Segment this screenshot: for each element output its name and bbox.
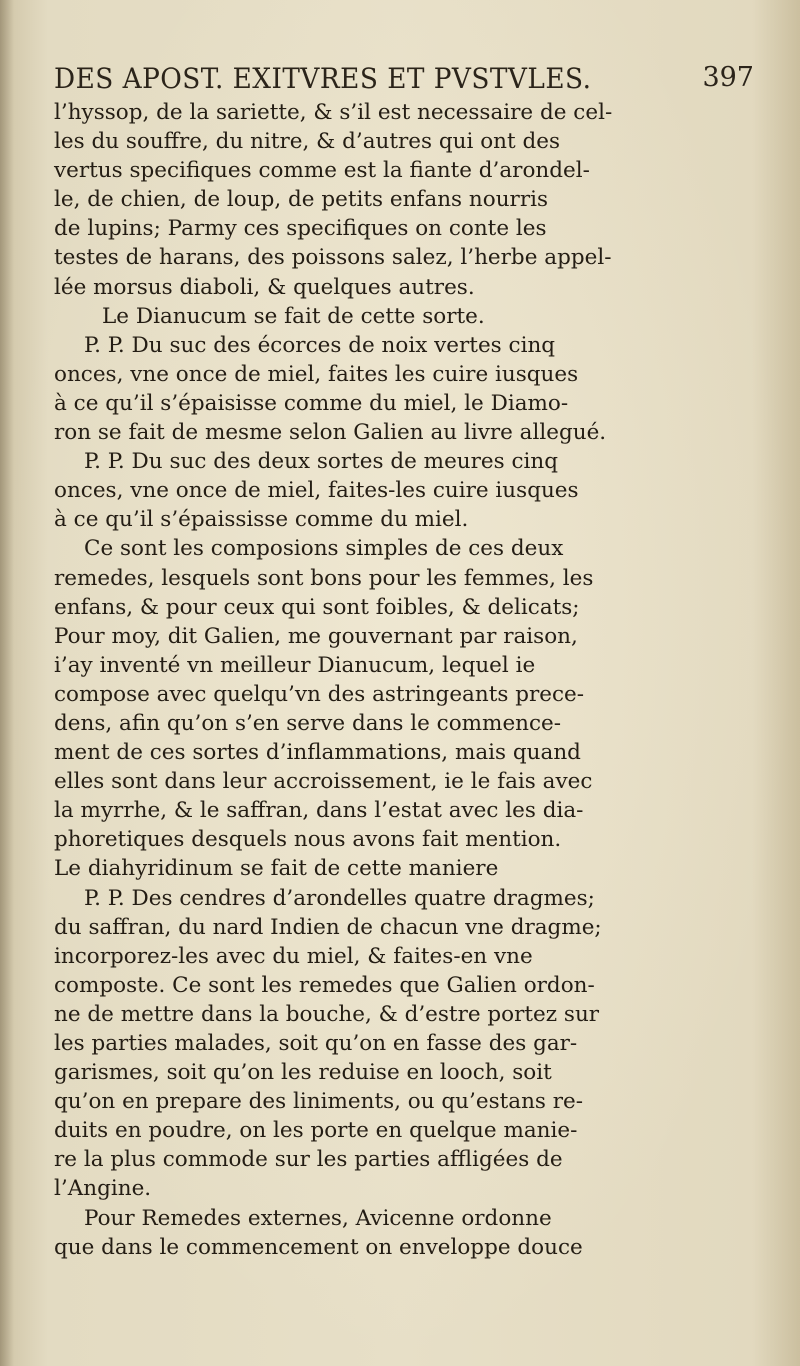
text-line: re la plus commode sur les parties affligées de <box>54 1147 563 1173</box>
text-line: l’hyssop, de la sariette, & s’il est necessaire de cel- <box>54 100 613 125</box>
text-line: garismes, soit qu’on les reduise en looch, soit <box>54 1060 552 1086</box>
text-line: de lupins; Parmy ces specifiques on conte les <box>54 216 547 242</box>
text-line: P. P. Du suc des écorces de noix vertes cinq <box>84 332 556 358</box>
text-line: incorporez-les avec du miel, & faites-en vne <box>54 943 533 969</box>
text-line: P. P. Des cendres d’arondelles quatre dragmes; <box>84 885 595 911</box>
text-line: lée morsus diaboli, & quelques autres. <box>54 274 475 300</box>
page-number: 397 <box>702 62 754 93</box>
text-line: Le Dianucum se fait de cette sorte. <box>102 303 485 329</box>
text-line: phoretiques desquels nous avons fait mention. <box>54 827 562 853</box>
text-line: Ce sont les composions simples de ces deux <box>84 536 564 562</box>
text-line: du saffran, du nard Indien de chacun vne dragme; <box>54 914 602 940</box>
text-line: l’Angine. <box>54 1176 152 1202</box>
text-line: onces, vne once de miel, faites les cuire iusques <box>54 361 579 387</box>
running-head: DES APOST. EXITVRES ET PVSTVLES. <box>54 62 592 95</box>
text-line: remedes, lesquels sont bons pour les femmes, les <box>54 565 594 591</box>
text-line: ne de mettre dans la bouche, & d’estre portez sur <box>54 1001 600 1027</box>
text-line: qu’on en prepare des liniments, ou qu’estans re- <box>54 1089 584 1115</box>
text-line: la myrrhe, & le saffran, dans l’estat avec les dia- <box>54 798 584 824</box>
text-line: enfans, & pour ceux qui sont foibles, & delicats; <box>54 594 580 620</box>
text-line: i’ay inventé vn meilleur Dianucum, lequel ie <box>54 652 536 678</box>
spine-shadow <box>0 0 14 1366</box>
body-text <box>54 98 756 1262</box>
page-header <box>54 62 754 96</box>
text-line: duits en poudre, on les porte en quelque manie- <box>54 1118 578 1144</box>
text-line: vertus specifiques comme est la fiante d’arondel- <box>54 158 590 184</box>
text-line: les du souffre, du nitre, & d’autres qui ont des <box>54 129 561 155</box>
text-line: ron se fait de mesme selon Galien au livre allegué. <box>54 420 607 446</box>
text-line: à ce qu’il s’épaisisse comme du miel, le Diamo- <box>54 390 569 416</box>
text-line: Le diahyridinum se fait de cette maniere <box>54 856 499 882</box>
text-line: ment de ces sortes d’inflammations, mais quand <box>54 740 581 766</box>
text-line: elles sont dans leur accroissement, ie le fais avec <box>54 769 593 795</box>
text-line: à ce qu’il s’épaississe comme du miel. <box>54 507 469 533</box>
text-line: Pour moy, dit Galien, me gouvernant par raison, <box>54 623 578 649</box>
text-line: Pour Remedes externes, Avicenne ordonne <box>84 1205 552 1231</box>
text-line: dens, afin qu’on s’en serve dans le commence- <box>54 710 562 736</box>
text-line: P. P. Du suc des deux sortes de meures cinq <box>84 449 559 475</box>
text-line: les parties malades, soit qu’on en fasse des gar- <box>54 1031 578 1056</box>
text-line: onces, vne once de miel, faites-les cuire iusques <box>54 478 579 504</box>
text-line: compose avec quelqu’vn des astringeants prece- <box>54 681 585 707</box>
text-line: composte. Ce sont les remedes que Galien ordon- <box>54 972 595 998</box>
text-line: que dans le commencement on enveloppe douce <box>54 1234 583 1260</box>
text-line: le, de chien, de loup, de petits enfans nourris <box>54 187 549 213</box>
text-line: testes de harans, des poissons salez, l’herbe appel- <box>54 245 612 271</box>
